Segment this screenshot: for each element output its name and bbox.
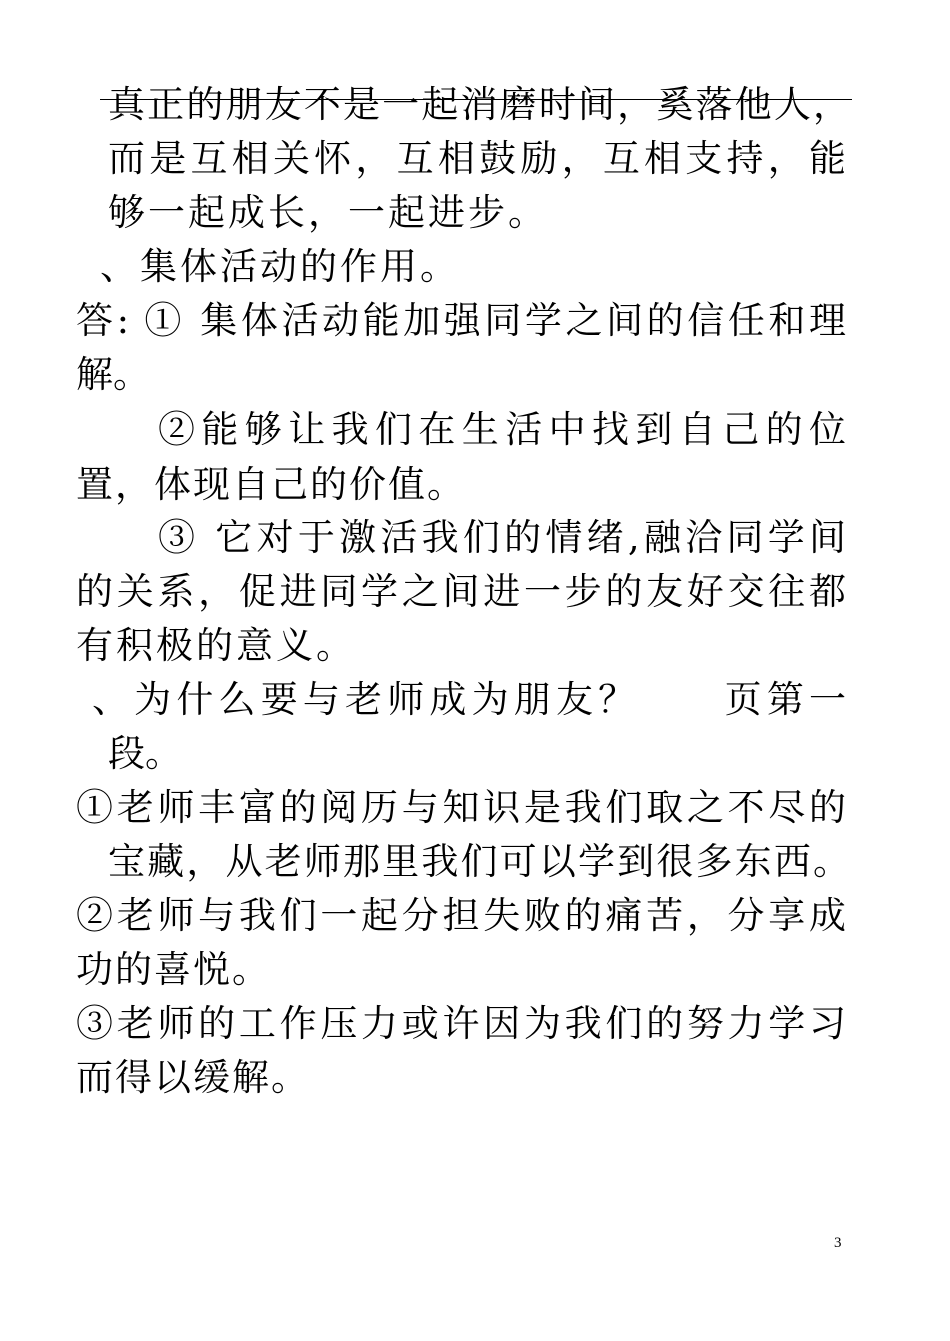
section-heading: 、集体活动的作用。 [100, 245, 460, 288]
text-line: ③ 它对于激活我们的情绪,融洽同学间 [158, 516, 846, 559]
page-number: 3 [834, 1235, 842, 1251]
text-line: 置，体现自己的价值。 [76, 463, 466, 506]
text-line: 段。 [108, 732, 182, 775]
text-line: ③老师的工作压力或许因为我们的努力学习 [76, 1002, 846, 1045]
text-line: ①老师丰富的阅历与知识是我们取之不尽的 [76, 786, 846, 829]
text-line: 的关系，促进同学之间进一步的友好交往都 [76, 570, 846, 613]
text-line: 而得以缓解。 [76, 1056, 310, 1099]
text-line: 答: ① 集体活动能加强同学之间的信任和理 [76, 299, 846, 342]
text-line: 真正的朋友不是一起消磨时间，奚落他人， [108, 83, 850, 126]
text-line: 宝藏，从老师那里我们可以学到很多东西。 [108, 840, 850, 883]
text-line: 解。 [76, 353, 150, 396]
text-line: ②能够让我们在生活中找到自己的位 [158, 408, 846, 451]
text-line: 够一起成长，一起进步。 [108, 191, 548, 234]
section-heading: 、为什么要与老师成为朋友？ 页第一 [92, 678, 846, 721]
text-line: 而是互相关怀，互相鼓励，互相支持，能 [108, 137, 846, 180]
text-line: ②老师与我们一起分担失败的痛苦，分享成 [76, 894, 846, 937]
text-line: 功的喜悦。 [76, 948, 271, 991]
text-line: 有积极的意义。 [76, 624, 356, 667]
